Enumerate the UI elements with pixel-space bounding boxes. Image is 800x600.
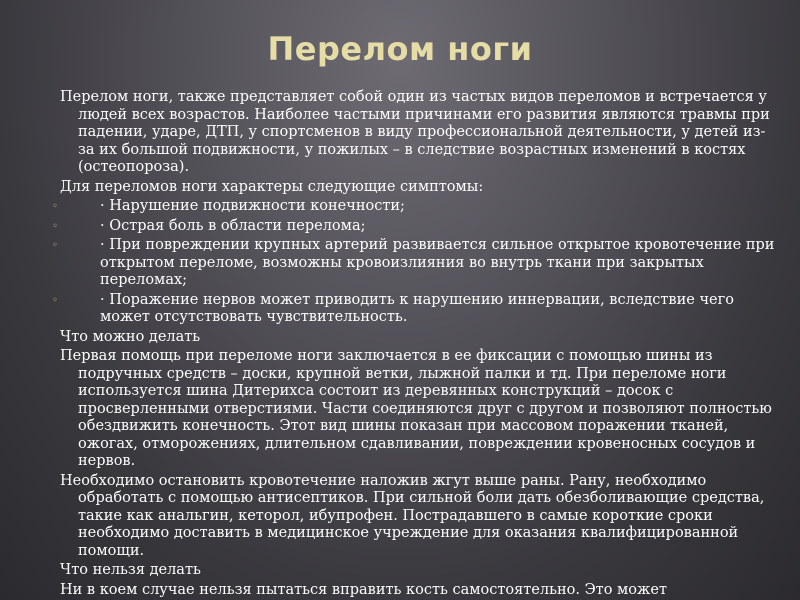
symptom-item	[52, 217, 778, 236]
symptom-item	[52, 198, 778, 216]
symptoms-intro: Для переломов ноги характеры следующие симптомы:	[60, 178, 484, 195]
last-paragraph: Ни в коем случае нельзя пытаться вправить кость самостоятельно. Это может	[60, 581, 667, 598]
symptom-item	[52, 237, 778, 290]
intro-paragraph: Перелом ноги, также представляет собой один из частых видов переломов и встречается у людей всех возрастов. Наиболее частыми причинами его развития являются травмы при падении, ударе, ДТП, у спортсменов в виду профессиональной деятельности, у детей из-за их большой подвижности, у пожилых – в следствие возрастных изменений в костях (остеопороза).	[60, 89, 770, 175]
first-aid-paragraph: Первая помощь при переломе ноги заключается в ее фиксации с помощью шины из подручных средств – доски, крупной ветки, лыжной палки и тд. При переломе ноги используется шина Дитерихса состоит из деревянных конструкций – досок с просверленными отверстиями. Части соединяются друг с другом и позволяют полностью обездвижить конечность. Этот вид шины показан при массовом поражении тканей, ожогах, отморожениях, длительном сдавливании, повреждении кровеносных сосудов и нервов.	[60, 348, 772, 469]
bullet-marker-icon: ◦	[52, 220, 58, 232]
symptom-text: · Поражение нервов может приводить к нарушению иннервации, вследствие чего может отсутствовать чувствительность.	[100, 291, 734, 325]
symptom-text: · Острая боль в области перелома;	[100, 217, 366, 234]
bleeding-paragraph: Необходимо остановить кровотечение наложив жгут выше раны. Рану, необходимо обработать с помощью антисептиков. При сильной боли дать обезболивающие средства, такие как анальгин, кеторол, ибупрофен. Пострадавшего в самые короткие сроки необходимо доставить в медицинское учреждение для оказания квалифицированной помощи.	[60, 472, 765, 559]
section-heading-cannot: Что нельзя делать	[60, 562, 201, 578]
bullet-marker-icon: ◦	[52, 201, 58, 212]
bullet-marker-icon: ◦	[52, 294, 58, 306]
symptom-item	[52, 291, 778, 327]
section-heading-can: Что можно делать	[60, 328, 201, 345]
symptom-text: · При повреждении крупных артерий развивается сильное открытое кровотечение при открытом переломе, возможны кровоизлияния во внутрь ткани при закрытых переломах;	[100, 237, 775, 288]
bullet-marker-icon: ◦	[52, 240, 58, 251]
symptom-text: · Нарушение подвижности конечности;	[100, 198, 405, 214]
slide-title: Перелом ноги	[267, 30, 533, 68]
slide-content	[52, 89, 778, 600]
